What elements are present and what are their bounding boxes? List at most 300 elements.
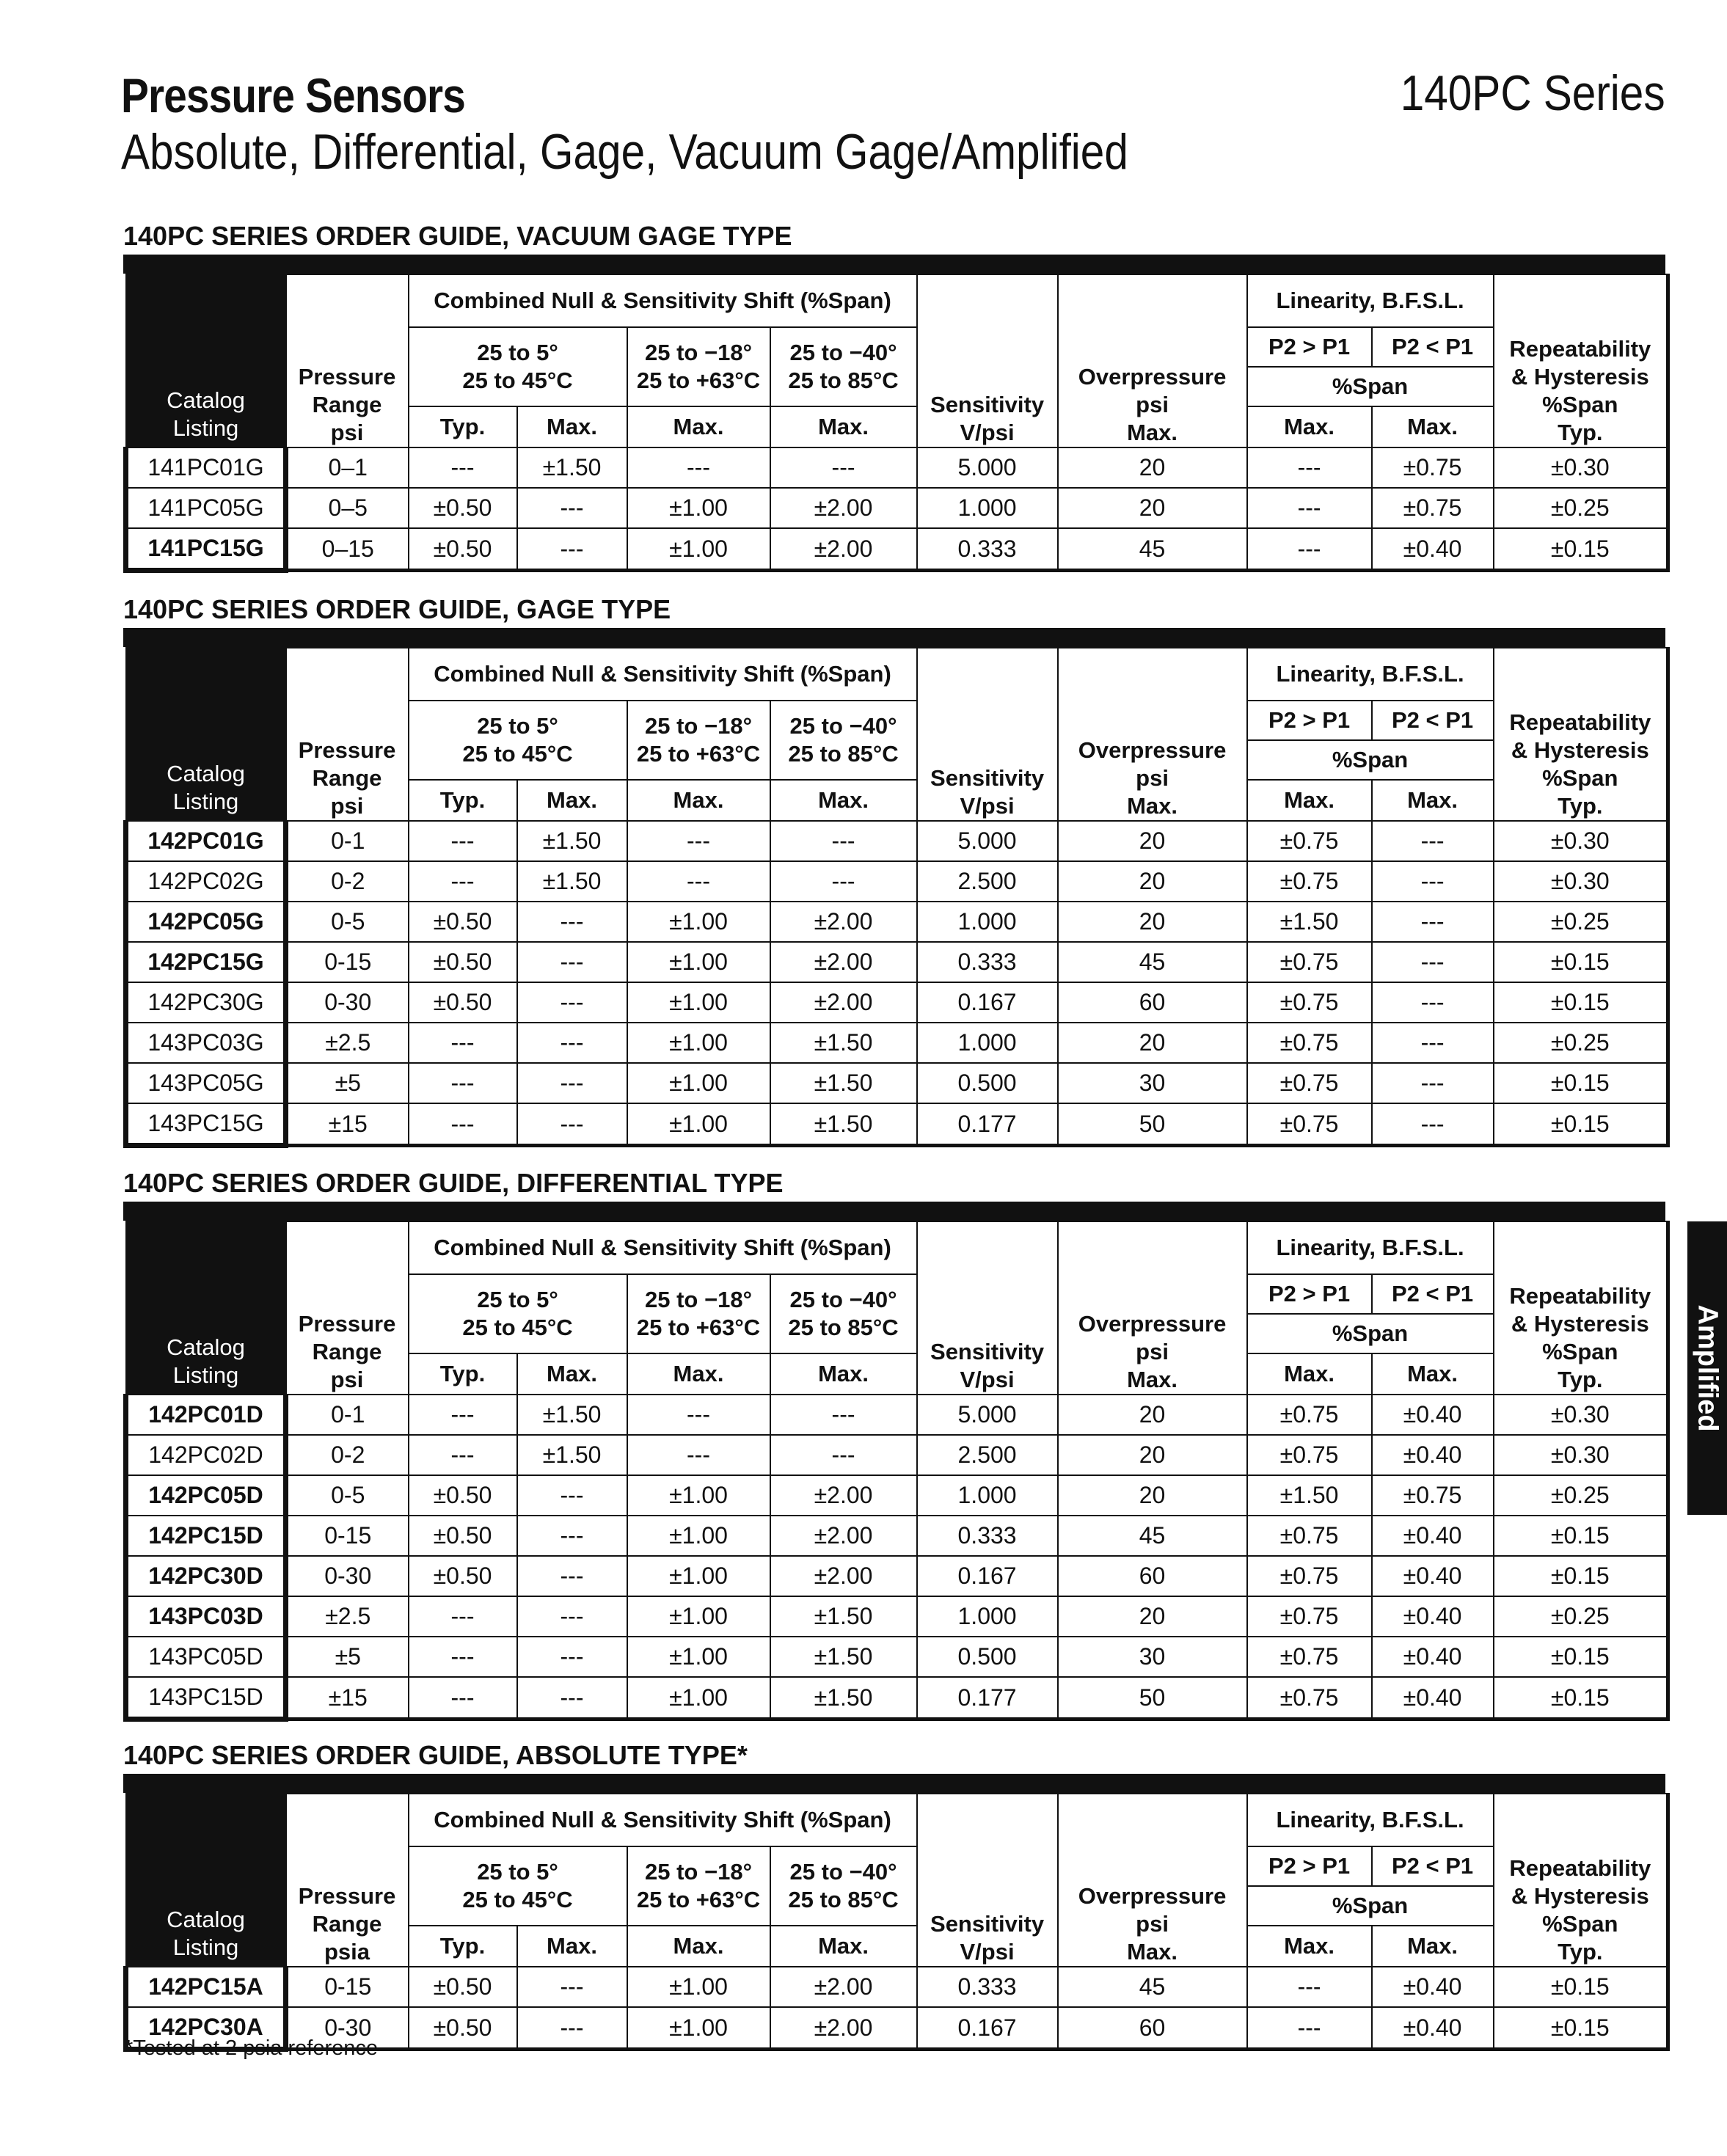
temp-range-2-header: 25 to −18° 25 to +63°C xyxy=(627,701,770,780)
table-cell: ±1.00 xyxy=(627,1063,770,1103)
catalog-number: 143PC03G xyxy=(126,1023,286,1063)
catalog-number: 141PC01G xyxy=(126,447,286,488)
linearity-header: Linearity, B.F.S.L. xyxy=(1247,648,1494,701)
table-cell: 5.000 xyxy=(917,821,1058,861)
table-cell: ±2.00 xyxy=(770,1475,917,1516)
table-cell: 20 xyxy=(1058,1435,1247,1475)
table-cell: 1.000 xyxy=(917,1475,1058,1516)
table-cell: ±0.75 xyxy=(1247,1637,1372,1677)
table-cell: 45 xyxy=(1058,528,1247,571)
table-cell: 1.000 xyxy=(917,1596,1058,1637)
sensitivity-header: Sensitivity V/psi xyxy=(917,1794,1058,1967)
table-row xyxy=(126,942,1668,982)
typ-header: Typ. xyxy=(409,780,517,821)
max-header: Max. xyxy=(517,1926,627,1967)
table-cell: ±0.50 xyxy=(409,1556,517,1596)
table-cell: 0–15 xyxy=(286,528,409,571)
table-row xyxy=(126,821,1668,861)
combined-shift-header: Combined Null & Sensitivity Shift (%Span) xyxy=(409,648,917,701)
table-cell: --- xyxy=(1372,1063,1494,1103)
table-cell: ±0.50 xyxy=(409,1967,517,2007)
max-header: Max. xyxy=(517,1353,627,1395)
table-cell: ±0.15 xyxy=(1494,1556,1668,1596)
table-cell: 0-5 xyxy=(286,1475,409,1516)
table-cell: --- xyxy=(517,1637,627,1677)
table-cell: ±0.30 xyxy=(1494,1395,1668,1435)
catalog-number: 142PC30A xyxy=(126,2007,286,2050)
table-cell: 5.000 xyxy=(917,1395,1058,1435)
table-cell: 0-30 xyxy=(286,982,409,1023)
table-cell: --- xyxy=(770,1395,917,1435)
table-cell: --- xyxy=(409,1063,517,1103)
catalog-number: 142PC02D xyxy=(126,1435,286,1475)
table-cell: ±1.50 xyxy=(770,1677,917,1720)
repeatability-header: Repeatability & Hysteresis %Span Typ. xyxy=(1494,274,1668,447)
lin-max-header: Max. xyxy=(1247,406,1372,447)
table-cell: --- xyxy=(517,488,627,528)
table-cell: ±1.00 xyxy=(627,1967,770,2007)
table-row xyxy=(126,1435,1668,1475)
table-cell: --- xyxy=(627,821,770,861)
table-cell: --- xyxy=(1372,1103,1494,1146)
table-cell: 0.333 xyxy=(917,942,1058,982)
table-cell: 0–5 xyxy=(286,488,409,528)
table-row xyxy=(126,1023,1668,1063)
table-cell: ±0.30 xyxy=(1494,1435,1668,1475)
overpressure-header: Overpressure psi Max. xyxy=(1058,648,1247,821)
table-cell: ±0.75 xyxy=(1247,942,1372,982)
table-cell: --- xyxy=(409,1023,517,1063)
p2-gt-p1-header: P2 > P1 xyxy=(1247,701,1372,740)
table-cell: --- xyxy=(627,447,770,488)
table-cell: ±0.15 xyxy=(1494,1063,1668,1103)
table-cell: ±0.25 xyxy=(1494,1596,1668,1637)
temp-range-1-header: 25 to 5° 25 to 45°C xyxy=(409,327,627,406)
table-cell: 45 xyxy=(1058,942,1247,982)
table-cell: 1.000 xyxy=(917,1023,1058,1063)
catalog-number: 142PC30D xyxy=(126,1556,286,1596)
table-cell: ±2.00 xyxy=(770,1516,917,1556)
table-cell: ±1.00 xyxy=(627,488,770,528)
table-cell: ±0.15 xyxy=(1494,982,1668,1023)
max-header: Max. xyxy=(517,406,627,447)
table-cell: ±1.00 xyxy=(627,942,770,982)
table-cell: ±0.50 xyxy=(409,2007,517,2050)
table-cell: ±0.75 xyxy=(1247,861,1372,902)
table-cell: ±0.25 xyxy=(1494,1475,1668,1516)
table-row xyxy=(126,1677,1668,1720)
table-cell: ±1.50 xyxy=(517,821,627,861)
table-cell: ±0.40 xyxy=(1372,1596,1494,1637)
sensitivity-header: Sensitivity V/psi xyxy=(917,274,1058,447)
table-cell: 1.000 xyxy=(917,488,1058,528)
table-cell: ±1.50 xyxy=(1247,1475,1372,1516)
table-row xyxy=(126,1103,1668,1146)
table-cell: --- xyxy=(1247,2007,1372,2050)
table-cell: ±1.50 xyxy=(770,1063,917,1103)
lin-max-header: Max. xyxy=(1372,1926,1494,1967)
temp-range-2-header: 25 to −18° 25 to +63°C xyxy=(627,1846,770,1926)
catalog-number: 143PC15D xyxy=(126,1677,286,1720)
table-cell: ±0.75 xyxy=(1372,488,1494,528)
table-cell: --- xyxy=(409,1103,517,1146)
table-cell: ±1.00 xyxy=(627,2007,770,2050)
table-cell: ±0.40 xyxy=(1372,1677,1494,1720)
table-cell: 2.500 xyxy=(917,1435,1058,1475)
linearity-header: Linearity, B.F.S.L. xyxy=(1247,1221,1494,1274)
lin-max-header: Max. xyxy=(1247,1353,1372,1395)
table-cell: ±0.75 xyxy=(1247,1556,1372,1596)
table-cell: --- xyxy=(770,861,917,902)
catalog-number: 142PC02G xyxy=(126,861,286,902)
temp-range-2-header: 25 to −18° 25 to +63°C xyxy=(627,327,770,406)
table-cell: ±0.50 xyxy=(409,982,517,1023)
table-cell: 20 xyxy=(1058,821,1247,861)
page-title: Pressure Sensors xyxy=(121,68,465,123)
typ-header: Typ. xyxy=(409,1353,517,1395)
table-row xyxy=(126,1516,1668,1556)
table-cell: --- xyxy=(517,1516,627,1556)
section-title: 140PC SERIES ORDER GUIDE, DIFFERENTIAL TYPE xyxy=(123,1168,784,1198)
table-row xyxy=(126,1395,1668,1435)
table-cell: ±0.15 xyxy=(1494,2007,1668,2050)
table-cell: ±1.00 xyxy=(627,982,770,1023)
repeatability-header: Repeatability & Hysteresis %Span Typ. xyxy=(1494,1221,1668,1395)
linearity-header: Linearity, B.F.S.L. xyxy=(1247,274,1494,327)
table-cell: ±0.50 xyxy=(409,942,517,982)
table-cell: ±1.50 xyxy=(517,1435,627,1475)
max-header: Max. xyxy=(770,1926,917,1967)
table-cell: 20 xyxy=(1058,1023,1247,1063)
table-row xyxy=(126,1475,1668,1516)
table-cell: ±0.75 xyxy=(1247,1103,1372,1146)
catalog-number: 141PC05G xyxy=(126,488,286,528)
table-row xyxy=(126,1556,1668,1596)
typ-header: Typ. xyxy=(409,1926,517,1967)
series-title: 140PC Series xyxy=(1401,65,1665,121)
combined-shift-header: Combined Null & Sensitivity Shift (%Span) xyxy=(409,1221,917,1274)
table-row xyxy=(126,528,1668,571)
table-cell: 0.177 xyxy=(917,1677,1058,1720)
table-cell: ±1.50 xyxy=(770,1023,917,1063)
order-guide-absolute xyxy=(123,1737,1665,2052)
table-cell: --- xyxy=(409,861,517,902)
max-header: Max. xyxy=(627,780,770,821)
table-cell: 0.167 xyxy=(917,1556,1058,1596)
catalog-number: 142PC01G xyxy=(126,821,286,861)
table-row xyxy=(126,1596,1668,1637)
table-cell: --- xyxy=(1372,1023,1494,1063)
table-cell: --- xyxy=(1372,942,1494,982)
table-cell: ±1.00 xyxy=(627,1677,770,1720)
table-cell: ±1.50 xyxy=(517,861,627,902)
table-cell: ±0.40 xyxy=(1372,1395,1494,1435)
repeatability-header: Repeatability & Hysteresis %Span Typ. xyxy=(1494,648,1668,821)
section-bar xyxy=(123,1202,1665,1221)
side-tab-amplified[interactable] xyxy=(1687,1221,1727,1515)
order-guide-differential xyxy=(123,1165,1665,1722)
max-header: Max. xyxy=(517,780,627,821)
p2-gt-p1-header: P2 > P1 xyxy=(1247,1274,1372,1314)
table-cell: ±0.15 xyxy=(1494,1516,1668,1556)
overpressure-header: Overpressure psi Max. xyxy=(1058,1794,1247,1967)
table-cell: 0–1 xyxy=(286,447,409,488)
table-cell: ±0.75 xyxy=(1247,1596,1372,1637)
table-cell: 0.333 xyxy=(917,1516,1058,1556)
table-cell: ±0.15 xyxy=(1494,942,1668,982)
table-cell: 20 xyxy=(1058,1596,1247,1637)
table-cell: 0-2 xyxy=(286,861,409,902)
pressure-range-header: Pressure Range psi xyxy=(286,274,409,447)
catalog-number: 142PC05D xyxy=(126,1475,286,1516)
table-row xyxy=(126,1637,1668,1677)
table-cell: 20 xyxy=(1058,447,1247,488)
table-cell: 20 xyxy=(1058,861,1247,902)
side-tab-label: Amplified xyxy=(1692,1304,1723,1432)
catalog-number: 141PC15G xyxy=(126,528,286,571)
table-cell: ±0.75 xyxy=(1247,1063,1372,1103)
max-header: Max. xyxy=(770,406,917,447)
table-cell: 20 xyxy=(1058,1395,1247,1435)
table-cell: 20 xyxy=(1058,902,1247,942)
catalog-listing-header: Catalog Listing xyxy=(126,1794,286,1967)
table-cell: ±0.40 xyxy=(1372,1516,1494,1556)
table-cell: ±2.00 xyxy=(770,982,917,1023)
table-cell: ±0.75 xyxy=(1247,1677,1372,1720)
catalog-listing-header: Catalog Listing xyxy=(126,274,286,447)
table-cell: ±0.75 xyxy=(1372,447,1494,488)
table-cell: ±1.50 xyxy=(1247,902,1372,942)
table-cell: 0-5 xyxy=(286,902,409,942)
table-cell: 30 xyxy=(1058,1637,1247,1677)
catalog-number: 142PC05G xyxy=(126,902,286,942)
table-cell: --- xyxy=(409,1677,517,1720)
table-cell: ±0.15 xyxy=(1494,1103,1668,1146)
table-cell: 1.000 xyxy=(917,902,1058,942)
lin-max-header: Max. xyxy=(1372,1353,1494,1395)
table-cell: ±1.50 xyxy=(770,1103,917,1146)
section-bar xyxy=(123,255,1665,274)
table-cell: 0-1 xyxy=(286,821,409,861)
table-cell: --- xyxy=(517,1103,627,1146)
table-cell: 20 xyxy=(1058,488,1247,528)
table-cell: ±0.15 xyxy=(1494,1637,1668,1677)
max-header: Max. xyxy=(627,1353,770,1395)
table-cell: 0.333 xyxy=(917,528,1058,571)
linearity-header: Linearity, B.F.S.L. xyxy=(1247,1794,1494,1846)
section-bar xyxy=(123,628,1665,647)
table-cell: ±0.15 xyxy=(1494,1677,1668,1720)
catalog-number: 142PC30G xyxy=(126,982,286,1023)
table-cell: ±2.00 xyxy=(770,902,917,942)
lin-max-header: Max. xyxy=(1372,406,1494,447)
table-cell: 30 xyxy=(1058,1063,1247,1103)
order-guide-table xyxy=(123,1793,1670,2052)
section-title: 140PC SERIES ORDER GUIDE, ABSOLUTE TYPE* xyxy=(123,1740,748,1770)
table-cell: ±2.00 xyxy=(770,1967,917,2007)
order-guide-table xyxy=(123,1221,1670,1722)
table-row xyxy=(126,902,1668,942)
p2-lt-p1-header: P2 < P1 xyxy=(1372,1846,1494,1886)
table-cell: --- xyxy=(409,447,517,488)
max-header: Max. xyxy=(627,406,770,447)
table-cell: 0.167 xyxy=(917,982,1058,1023)
table-cell: --- xyxy=(517,1063,627,1103)
section-title: 140PC SERIES ORDER GUIDE, GAGE TYPE xyxy=(123,594,671,624)
table-cell: ±1.00 xyxy=(627,1637,770,1677)
table-cell: 0-1 xyxy=(286,1395,409,1435)
table-cell: ±1.00 xyxy=(627,902,770,942)
table-cell: ±0.40 xyxy=(1372,1967,1494,2007)
pressure-range-header: Pressure Range psi xyxy=(286,1221,409,1395)
table-row xyxy=(126,1063,1668,1103)
table-cell: ±1.50 xyxy=(517,447,627,488)
table-cell: --- xyxy=(1247,528,1372,571)
table-cell: ±2.5 xyxy=(286,1023,409,1063)
table-cell: 50 xyxy=(1058,1103,1247,1146)
table-cell: 0-15 xyxy=(286,942,409,982)
temp-range-1-header: 25 to 5° 25 to 45°C xyxy=(409,1846,627,1926)
table-cell: --- xyxy=(1372,861,1494,902)
table-cell: --- xyxy=(409,821,517,861)
lin-max-header: Max. xyxy=(1372,780,1494,821)
table-cell: ±2.00 xyxy=(770,528,917,571)
repeatability-header: Repeatability & Hysteresis %Span Typ. xyxy=(1494,1794,1668,1967)
temp-range-3-header: 25 to −40° 25 to 85°C xyxy=(770,327,917,406)
table-cell: ±1.50 xyxy=(770,1637,917,1677)
table-cell: --- xyxy=(517,2007,627,2050)
lin-max-header: Max. xyxy=(1247,780,1372,821)
table-cell: ±1.00 xyxy=(627,1556,770,1596)
table-cell: ±0.40 xyxy=(1372,1556,1494,1596)
table-cell: ±0.40 xyxy=(1372,1637,1494,1677)
table-cell: ±0.75 xyxy=(1372,1475,1494,1516)
table-cell: ±1.50 xyxy=(517,1395,627,1435)
table-cell: --- xyxy=(409,1596,517,1637)
catalog-number: 142PC15D xyxy=(126,1516,286,1556)
order-guide-gage xyxy=(123,591,1665,1148)
table-cell: 5.000 xyxy=(917,447,1058,488)
lin-max-header: Max. xyxy=(1247,1926,1372,1967)
table-cell: 0-15 xyxy=(286,1967,409,2007)
temp-range-2-header: 25 to −18° 25 to +63°C xyxy=(627,1274,770,1353)
sensitivity-header: Sensitivity V/psi xyxy=(917,1221,1058,1395)
table-cell: --- xyxy=(517,902,627,942)
table-row xyxy=(126,447,1668,488)
combined-shift-header: Combined Null & Sensitivity Shift (%Span) xyxy=(409,274,917,327)
table-cell: --- xyxy=(770,1435,917,1475)
table-cell: 0-2 xyxy=(286,1435,409,1475)
table-cell: 60 xyxy=(1058,1556,1247,1596)
table-cell: ±2.00 xyxy=(770,2007,917,2050)
order-guide-table xyxy=(123,274,1670,573)
temp-range-1-header: 25 to 5° 25 to 45°C xyxy=(409,701,627,780)
table-cell: ±1.50 xyxy=(770,1596,917,1637)
catalog-number: 142PC15G xyxy=(126,942,286,982)
max-header: Max. xyxy=(770,1353,917,1395)
table-cell: 60 xyxy=(1058,2007,1247,2050)
pressure-range-header: Pressure Range psi xyxy=(286,648,409,821)
catalog-number: 143PC03D xyxy=(126,1596,286,1637)
catalog-number: 142PC01D xyxy=(126,1395,286,1435)
p2-lt-p1-header: P2 < P1 xyxy=(1372,701,1494,740)
table-cell: 45 xyxy=(1058,1967,1247,2007)
catalog-listing-header: Catalog Listing xyxy=(126,648,286,821)
table-cell: ±1.00 xyxy=(627,1596,770,1637)
table-cell: ±0.40 xyxy=(1372,528,1494,571)
table-cell: --- xyxy=(517,1596,627,1637)
table-cell: 60 xyxy=(1058,982,1247,1023)
order-guide-vacuum-gage xyxy=(123,218,1665,573)
table-cell: ±1.00 xyxy=(627,1103,770,1146)
table-cell: ±1.00 xyxy=(627,1516,770,1556)
table-cell: --- xyxy=(517,982,627,1023)
catalog-number: 142PC15A xyxy=(126,1967,286,2007)
table-cell: --- xyxy=(627,1395,770,1435)
order-guide-table xyxy=(123,647,1670,1148)
table-cell: 2.500 xyxy=(917,861,1058,902)
temp-range-3-header: 25 to −40° 25 to 85°C xyxy=(770,701,917,780)
table-row xyxy=(126,861,1668,902)
table-cell: ±5 xyxy=(286,1063,409,1103)
table-cell: 0.177 xyxy=(917,1103,1058,1146)
table-cell: ±0.30 xyxy=(1494,821,1668,861)
catalog-listing-header: Catalog Listing xyxy=(126,1221,286,1395)
table-cell: ±0.15 xyxy=(1494,528,1668,571)
table-cell: ±0.75 xyxy=(1247,1023,1372,1063)
pressure-range-header: Pressure Range psia xyxy=(286,1794,409,1967)
table-cell: ±0.15 xyxy=(1494,1967,1668,2007)
table-cell: --- xyxy=(517,1967,627,2007)
footnote: *Tested at 2 psia reference xyxy=(125,2036,378,2060)
table-cell: ±0.50 xyxy=(409,902,517,942)
table-cell: ±1.00 xyxy=(627,528,770,571)
table-row xyxy=(126,1967,1668,2007)
temp-range-3-header: 25 to −40° 25 to 85°C xyxy=(770,1846,917,1926)
table-cell: ±0.50 xyxy=(409,488,517,528)
section-bar xyxy=(123,1774,1665,1793)
table-cell: --- xyxy=(409,1637,517,1677)
table-cell: 0.333 xyxy=(917,1967,1058,2007)
table-cell: 50 xyxy=(1058,1677,1247,1720)
table-cell: --- xyxy=(409,1395,517,1435)
table-cell: --- xyxy=(517,1023,627,1063)
table-cell: ±0.25 xyxy=(1494,1023,1668,1063)
table-cell: 0-30 xyxy=(286,2007,409,2050)
span-header: %Span xyxy=(1247,1314,1494,1353)
table-cell: --- xyxy=(1247,447,1372,488)
table-cell: ±0.50 xyxy=(409,1475,517,1516)
table-cell: 0.500 xyxy=(917,1637,1058,1677)
combined-shift-header: Combined Null & Sensitivity Shift (%Span) xyxy=(409,1794,917,1846)
catalog-number: 143PC05G xyxy=(126,1063,286,1103)
table-cell: 45 xyxy=(1058,1516,1247,1556)
table-cell: 0.167 xyxy=(917,2007,1058,2050)
table-cell: 0-15 xyxy=(286,1516,409,1556)
table-cell: ±5 xyxy=(286,1637,409,1677)
page-subtitle: Absolute, Differential, Gage, Vacuum Gage/Amplified xyxy=(121,124,1128,180)
table-cell: --- xyxy=(517,1677,627,1720)
table-cell: --- xyxy=(1247,1967,1372,2007)
table-cell: --- xyxy=(1372,821,1494,861)
table-cell: ±15 xyxy=(286,1103,409,1146)
table-cell: ±0.50 xyxy=(409,528,517,571)
span-header: %Span xyxy=(1247,1886,1494,1926)
table-cell: ±2.00 xyxy=(770,488,917,528)
span-header: %Span xyxy=(1247,740,1494,780)
table-cell: --- xyxy=(1247,488,1372,528)
table-cell: --- xyxy=(517,1556,627,1596)
